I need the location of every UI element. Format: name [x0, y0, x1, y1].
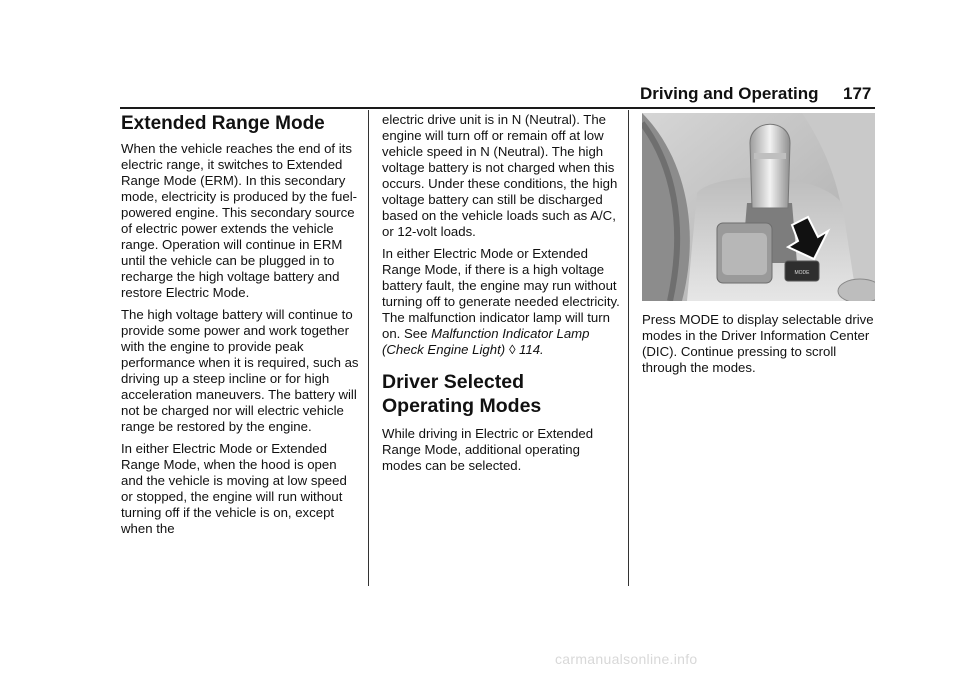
paragraph: electric drive unit is in N (Neutral). The engine will turn off or remain off at low vehicle speed in N (Neutral). The high voltage battery is not charged when this occurs. Under these conditions, the high voltage battery can still be discharged based on the vehicle loads such as A/C, or 12-volt loads. — [382, 112, 618, 239]
xref-title: Malfunction Indicator Lamp (Check Engine Light) — [382, 326, 590, 357]
mode-button-photo — [642, 113, 875, 301]
paragraph: The high voltage battery will continue to provide some power and work together with the engine to provide peak performance when it is required, such as driving up a steep incline or for high acceleration maneuvers. The battery will not be charged nor will electric vehicle range be restored by the engine. — [121, 307, 359, 434]
paragraph: In either Electric Mode or Extended Range Mode, when the hood is open and the vehicle is moving at low speed or stopped, the engine will run without turning off if the vehicle is on, except when the — [121, 441, 347, 536]
xref-page: 114. — [519, 342, 544, 357]
page-header-title: Driving and Operating — [640, 84, 819, 103]
page-number: 177 — [843, 84, 872, 103]
paragraph: When the vehicle reaches the end of its electric range, it switches to Extended Range Mode (ERM). In this secondary mode, electricity is produced by the fuel-powered engine. This secondary source of electric power extends the vehicle range. Operation will continue in ERM until the vehicle can be plugged in to recharge the high voltage battery and restore Electric Mode. — [121, 141, 358, 300]
header-rule — [120, 107, 875, 109]
column-3 — [642, 312, 878, 382]
column-divider-1 — [368, 110, 369, 586]
column-divider-2 — [628, 110, 629, 586]
paragraph — [382, 246, 620, 358]
console-illustration — [642, 113, 875, 301]
mode-button-label: MODE — [794, 270, 810, 276]
page-ref-icon: ◊ — [508, 342, 516, 357]
section-heading-extended-range: Extended Range Mode — [121, 113, 325, 134]
paragraph: Press MODE to display selectable drive modes in the Driver Information Center (DIC). Continue pressing to scroll through the modes. — [642, 312, 874, 375]
column-2 — [382, 112, 620, 480]
watermark: carmanualsonline.info — [555, 651, 698, 667]
paragraph: While driving in Electric or Extended Range Mode, additional operating modes can be selected. — [382, 426, 594, 473]
section-heading-driver-selected-modes: Driver Selected Operating Modes — [382, 371, 542, 417]
paragraph-text: In either Electric Mode or Extended Range Mode, if there is a high voltage battery fault, the engine may run without turning off to generate needed electricity. The malfunction indicator lamp will turn on. See — [382, 246, 620, 341]
column-1 — [121, 112, 361, 543]
